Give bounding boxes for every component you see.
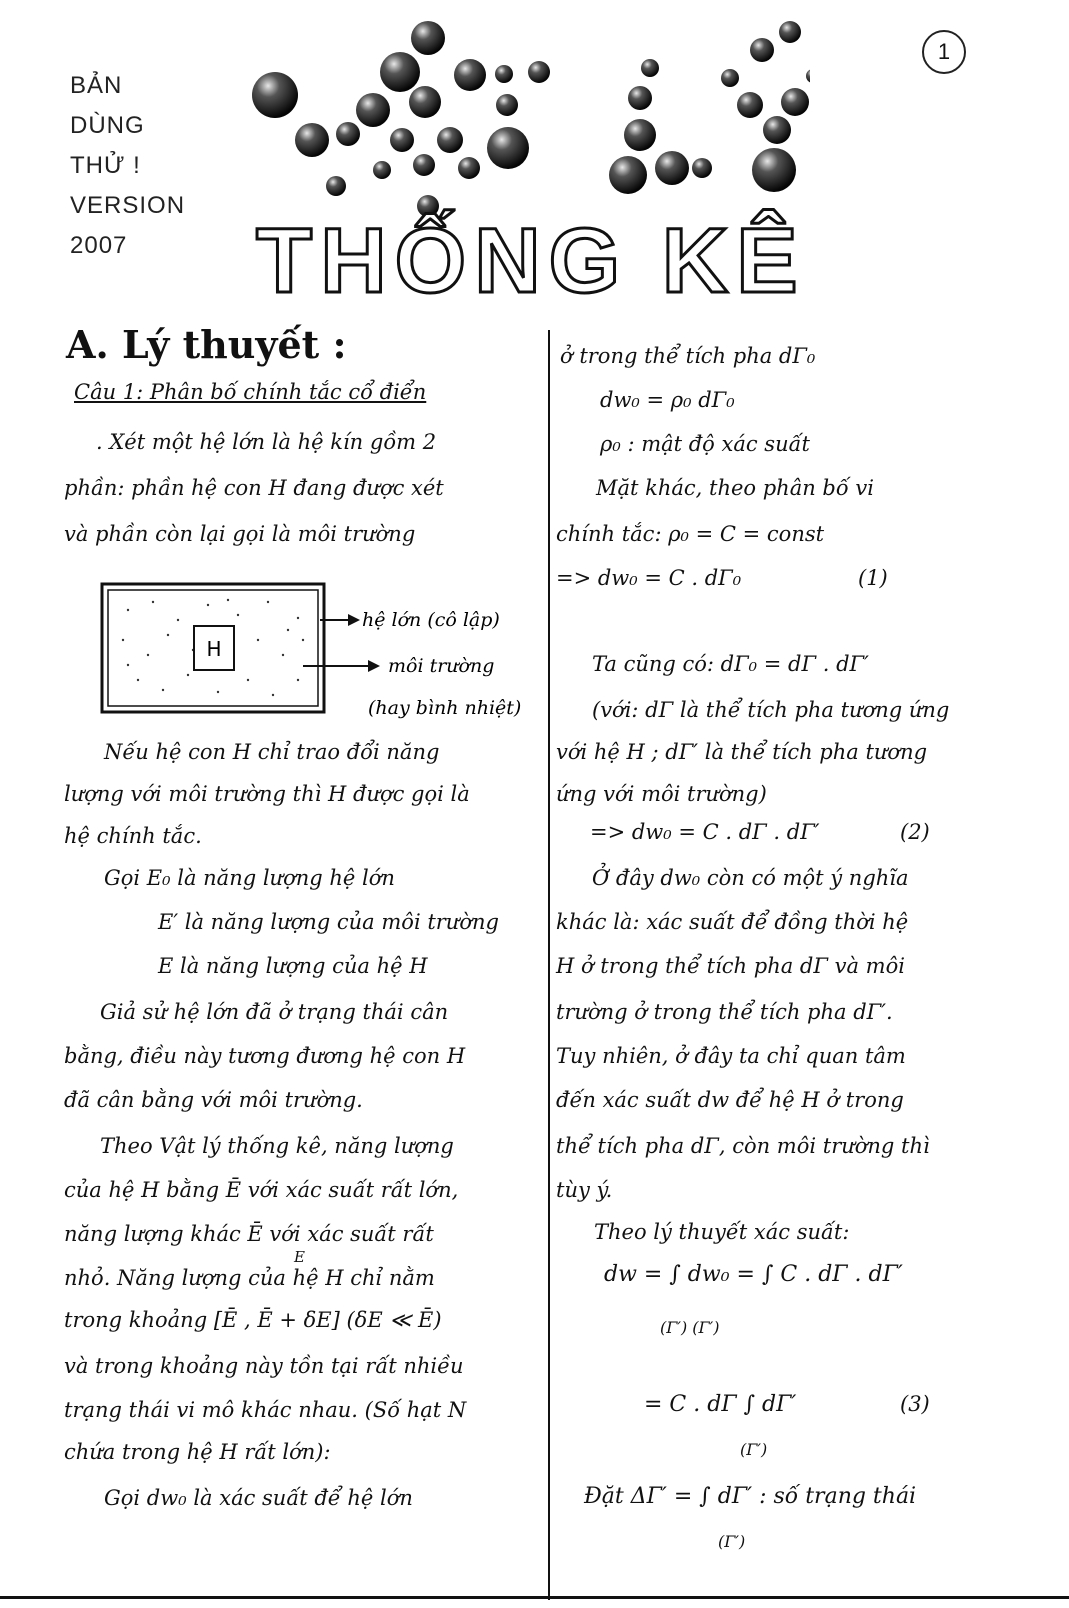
text-line: ứng với môi trường) — [556, 782, 767, 806]
bottom-rule — [0, 1596, 1069, 1599]
integral-limit: (Γ′) (Γ′) — [660, 1318, 720, 1337]
text-line: hệ chính tắc. — [64, 824, 202, 848]
text-line: Theo Vật lý thống kê, năng lượng — [100, 1134, 454, 1158]
trial-version-stamp — [70, 66, 185, 266]
text-line: khác là: xác suất để đồng thời hệ — [556, 910, 909, 934]
text-line: H ở trong thể tích pha dΓ và môi — [556, 954, 905, 978]
text-line: trong khoảng [Ē , Ē + δE] (δE ≪ Ē) — [64, 1308, 442, 1332]
stamp-line: VERSION — [70, 192, 186, 219]
text-line: đã cân bằng với môi trường. — [64, 1088, 363, 1112]
text-line: tùy ý. — [556, 1178, 613, 1202]
text-line: ở trong thể tích pha dΓ₀ — [560, 344, 816, 368]
text-line: với hệ H ; dΓ′ là thể tích pha tương — [556, 740, 928, 764]
equation-number: (1) — [858, 566, 888, 590]
text-line: Gọi E₀ là năng lượng hệ lớn — [104, 866, 395, 890]
page-title: THỐNG KÊ — [256, 210, 806, 312]
stamp-line: THỬ ! — [70, 152, 141, 179]
text-line: Mặt khác, theo phân bố vi — [596, 476, 874, 500]
text-line: (với: dΓ là thể tích pha tương ứng — [592, 698, 950, 722]
text-line: ρ₀ : mật độ xác suất — [600, 432, 810, 456]
text-line: E là năng lượng của hệ H — [158, 954, 428, 978]
diagram-label-thermostat: (hay bình nhiệt) — [368, 697, 522, 719]
equation: => dw₀ = C . dΓ . dΓ′ — [590, 820, 820, 844]
column-divider — [548, 330, 550, 1600]
text-line: phần: phần hệ con H đang được xét — [64, 476, 444, 500]
text-line: Ta cũng có: dΓ₀ = dΓ . dΓ′ — [592, 652, 869, 676]
text-line: nhỏ. Năng lượng của hệ H chỉ nằm — [64, 1266, 435, 1290]
text-line: năng lượng khác Ē với xác suất rất — [64, 1222, 434, 1246]
integral-limit: (Γ′) — [740, 1440, 768, 1459]
text-line: thể tích pha dΓ, còn môi trường thì — [556, 1134, 930, 1158]
text-line: đến xác suất dw để hệ H ở trong — [556, 1088, 904, 1112]
equation-number: (3) — [900, 1392, 930, 1416]
question-title: Câu 1: Phân bố chính tắc cổ điển — [74, 380, 427, 404]
text-line: Nếu hệ con H chỉ trao đổi năng — [104, 740, 440, 764]
diagram-label-environment: môi trường — [388, 655, 495, 677]
text-line: Giả sử hệ lớn đã ở trạng thái cân — [100, 1000, 449, 1024]
text-line: E′ là năng lượng của môi trường — [158, 910, 499, 934]
text-line: lượng với môi trường thì H được gọi là — [64, 782, 470, 806]
equation: dw = ∫ dw₀ = ∫ C . dΓ . dΓ′ — [604, 1262, 903, 1287]
text-line: Ở đây dw₀ còn có một ý nghĩa — [592, 866, 909, 890]
diagram-label-big-system: hệ lớn (cô lập) — [362, 609, 500, 631]
equation: = C . dΓ ∫ dΓ′ — [644, 1392, 797, 1417]
text-line: Gọi dw₀ là xác suất để hệ lớn — [104, 1486, 413, 1510]
text-line: của hệ H bằng Ē với xác suất rất lớn, — [64, 1178, 459, 1202]
section-heading: A. Lý thuyết : — [66, 322, 347, 367]
text-line: Tuy nhiên, ở đây ta chỉ quan tâm — [556, 1044, 906, 1068]
spheres-decoration — [250, 10, 810, 220]
text-line: Theo lý thuyết xác suất: — [594, 1220, 850, 1244]
stamp-line: DÙNG — [70, 112, 145, 139]
text-line: và trong khoảng này tồn tại rất nhiều — [64, 1354, 464, 1378]
text-line: bằng, điều này tương đương hệ con H — [64, 1044, 466, 1068]
page-number: 1 — [922, 30, 966, 74]
stamp-line: BẢN — [70, 72, 123, 99]
text-line: chính tắc: ρ₀ = C = const — [556, 522, 825, 546]
equation-number: (2) — [900, 820, 930, 844]
integral-limit: (Γ′) — [718, 1532, 746, 1551]
text-line: và phần còn lại gọi là môi trường — [64, 522, 416, 546]
text-line: trường ở trong thể tích pha dΓ′. — [556, 1000, 893, 1024]
diagram-box-label: H — [206, 637, 222, 661]
equation: dw₀ = ρ₀ dΓ₀ — [600, 388, 735, 412]
equation: Đặt ΔΓ′ = ∫ dΓ′ : số trạng thái — [584, 1484, 917, 1509]
equation: => dw₀ = C . dΓ₀ — [556, 566, 742, 590]
system-diagram — [98, 580, 548, 730]
text-line: . Xét một hệ lớn là hệ kín gồm 2 — [96, 430, 437, 454]
superscript: E — [294, 1248, 305, 1266]
stamp-line: 2007 — [70, 232, 128, 259]
text-line: trạng thái vi mô khác nhau. (Số hạt N — [64, 1398, 467, 1422]
text-line: chứa trong hệ H rất lớn): — [64, 1440, 331, 1464]
